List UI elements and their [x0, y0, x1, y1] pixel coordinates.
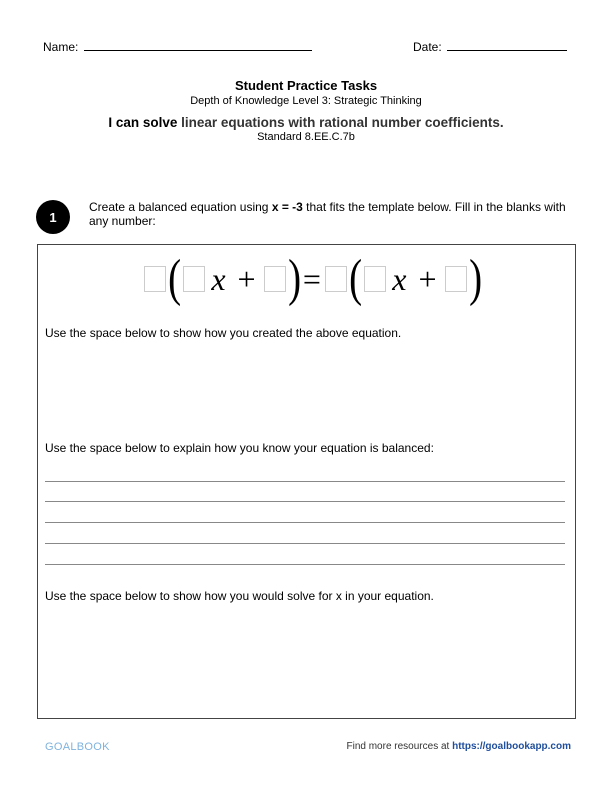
learning-objective [0, 115, 612, 130]
prompt-solve: Use the space below to show how you would solve for x in your equation. [45, 589, 434, 603]
standard-code: Standard 8.EE.C.7b [257, 131, 355, 143]
footer-resources: Find more resources at https://goalbookapp.com [346, 741, 571, 752]
writing-line[interactable] [45, 481, 565, 482]
date-blank[interactable] [447, 50, 567, 51]
goalbook-logo: GOALBOOK [45, 741, 110, 753]
prompt-show-work: Use the space below to show how you created the above equation. [45, 326, 402, 340]
writing-line[interactable] [45, 522, 565, 523]
goalbook-link[interactable]: https://goalbookapp.com [452, 741, 571, 752]
objective-lead: I can solve [108, 115, 178, 130]
page-subtitle: Depth of Knowledge Level 3: Strategic Thinking [190, 95, 422, 107]
blank-box[interactable] [264, 266, 286, 292]
page-title: Student Practice Tasks [234, 78, 378, 93]
equation-template: ( x + ) = ( x + ) [142, 259, 482, 299]
answer-box [37, 244, 576, 719]
writing-line[interactable] [45, 543, 565, 544]
blank-box[interactable] [445, 266, 467, 292]
task-number-badge: 1 [36, 200, 70, 234]
date-field[interactable] [413, 40, 567, 54]
blank-box[interactable] [325, 266, 347, 292]
blank-box[interactable] [183, 266, 205, 292]
writing-line[interactable] [45, 501, 565, 502]
name-field[interactable] [43, 40, 312, 54]
name-blank[interactable] [84, 50, 312, 51]
prompt-explain: Use the space below to explain how you know your equation is balanced: [45, 441, 434, 455]
blank-box[interactable] [144, 266, 166, 292]
task-instructions: Create a balanced equation using x = -3 that fits the template below. Fill in the blanks with any number: [89, 200, 566, 228]
writing-line[interactable] [45, 564, 565, 565]
name-label: Name: [43, 40, 79, 54]
objective-rest: linear equations with rational number coefficients. [181, 115, 504, 130]
blank-box[interactable] [364, 266, 386, 292]
date-label: Date: [413, 40, 442, 54]
